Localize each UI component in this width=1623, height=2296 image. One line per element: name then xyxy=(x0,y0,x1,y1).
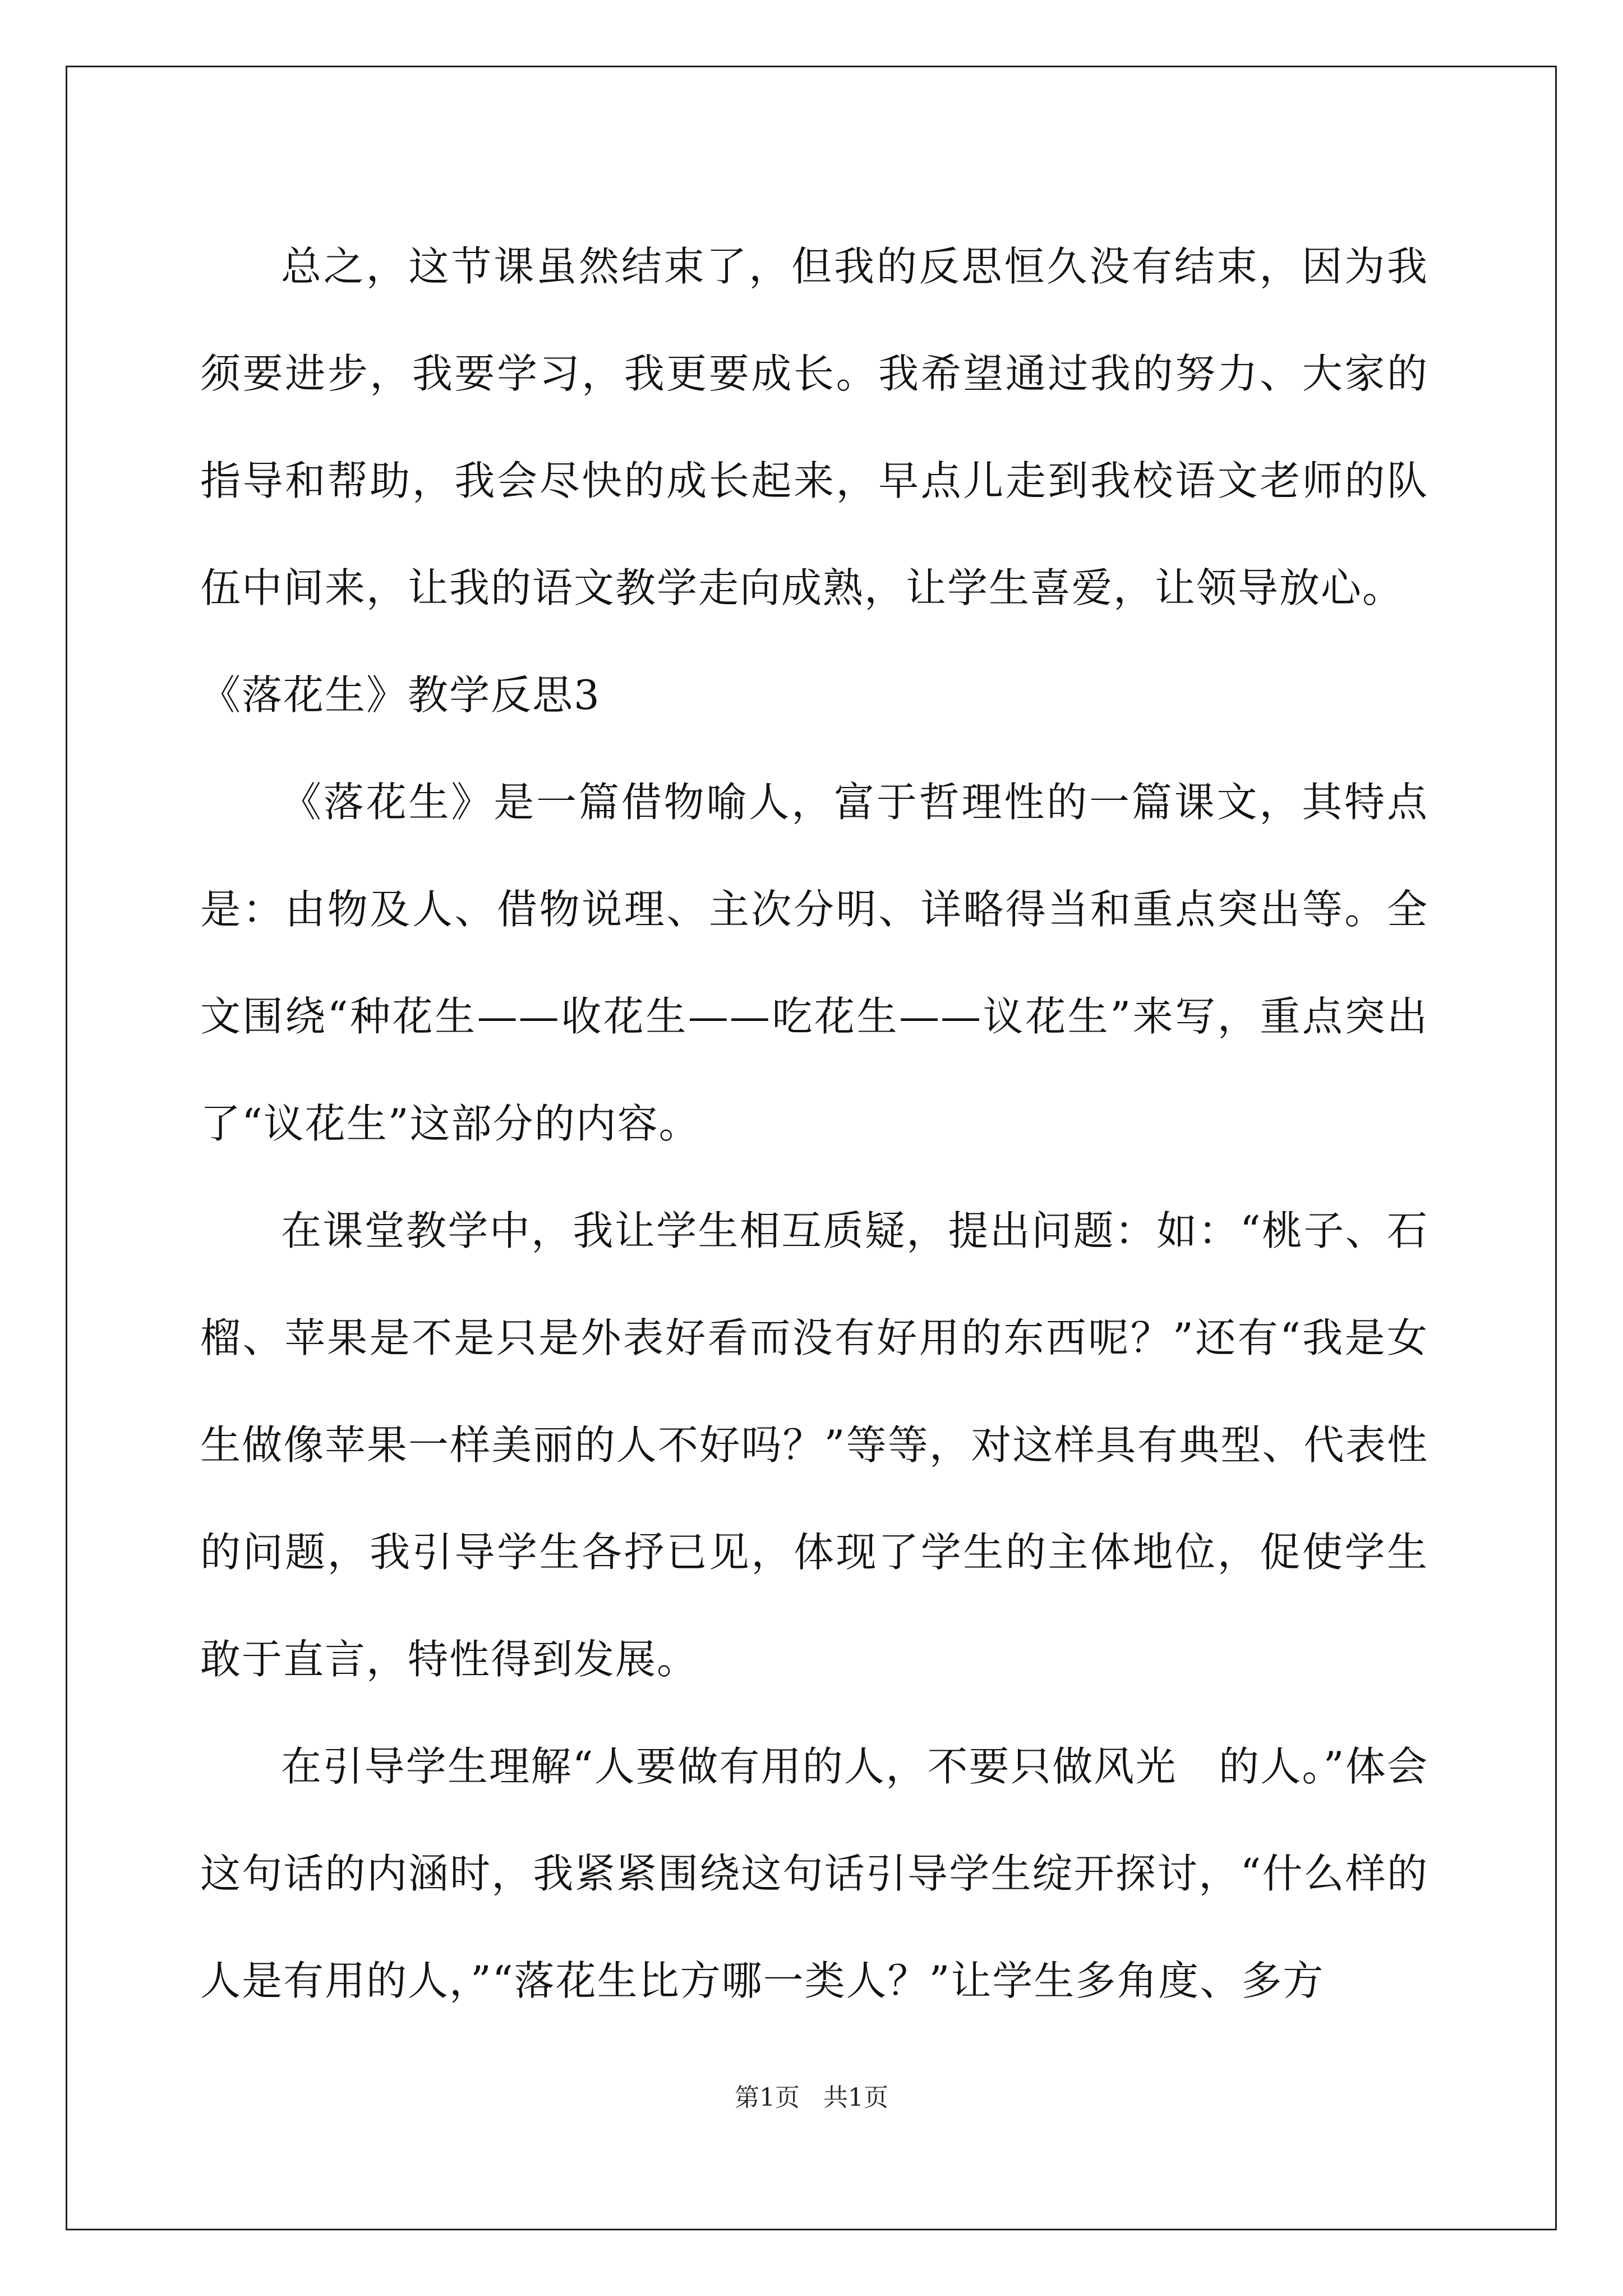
page-total: 共1页 xyxy=(823,2083,888,2112)
paragraph-intro: 《落花生》是一篇借物喻人，富于哲理性的一篇课文，其特点是：由物及人、借物说理、主次分明、详略得当和重点突出等。全文围绕“种花生——收花生——吃花生——议花生”来写，重点突出了“议花生”这部分的内容。 xyxy=(200,779,1428,1147)
paragraph-summary: 总之，这节课虽然结束了，但我的反思恒久没有结束，因为我须要进步，我要学习，我更要成长。我希望通过我的努力、大家的指导和帮助，我会尽快的成长起来，早点儿走到我校语文老师的队伍中间来，让我的语文教学走向成熟，让学生喜爱，让领导放心。 xyxy=(200,243,1428,611)
paragraph-classroom: 在课堂教学中，我让学生相互质疑，提出问题：如：“桃子、石榴、苹果是不是只是外表好看而没有好用的东西呢？”还有“我是女生做像苹果一样美丽的人不好吗？”等等，对这样具有典型、代表性的问题，我引导学生各抒已见，体现了学生的主体地位，促使学生敢于直言，特性得到发展。 xyxy=(200,1207,1428,1683)
page-number: 第1页 xyxy=(735,2083,800,2112)
paragraph-guidance: 在引导学生理解“人要做有用的人，不要只做风光 的人。”体会这句话的内涵时，我紧紧围绕这句话引导学生绽开探讨，“什么样的人是有用的人，”“落花生比方哪一类人？”让学生多角度、多方 xyxy=(200,1743,1428,2004)
page-footer xyxy=(0,2081,1623,2115)
section-heading: 《落花生》教学反思3 xyxy=(200,671,601,719)
document-body xyxy=(200,213,1428,2035)
